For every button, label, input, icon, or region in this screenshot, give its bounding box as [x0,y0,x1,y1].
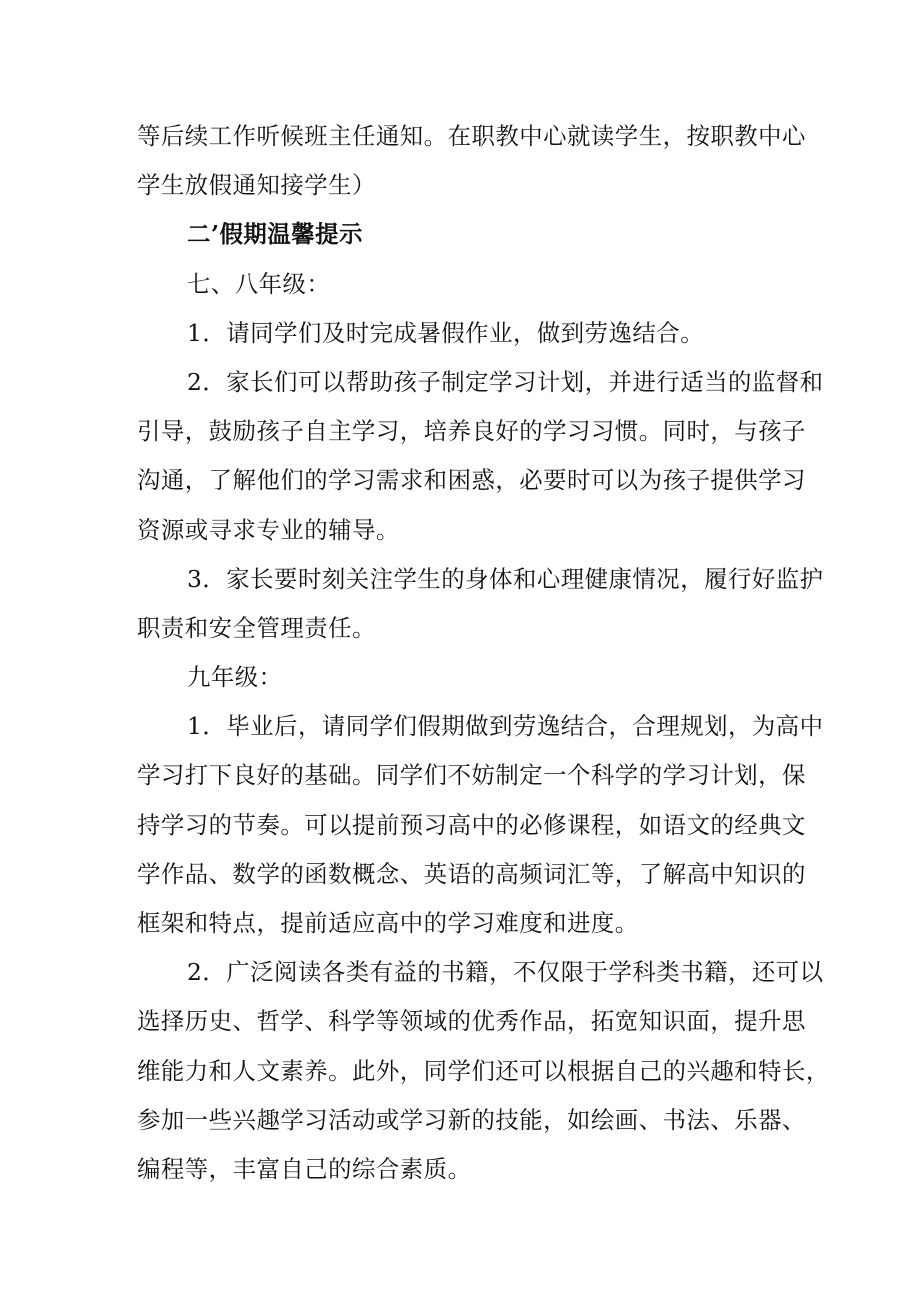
text-line: 选择历史、哲学、科学等领域的优秀作品，拓宽知识面，提升思 [137,1007,806,1036]
text-line: 框架和特点，提前适应高中的学习难度和进度。 [137,909,639,937]
section-heading: 二’假期温馨提示 [187,220,363,249]
text-line: 资源或寻求专业的辅导。 [137,515,400,544]
grade-label-7-8: 七、八年级： [187,269,331,298]
text-line: 沟通，了解他们的学习需求和困惑，必要时可以为孩子提供学习 [137,466,806,495]
list-item: 2．家长们可以帮助孩子制定学习计划，并进行适当的监督和 [187,367,824,396]
text-line: 持学习的节奏。可以提前预习高中的必修课程，如语文的经典文 [137,810,806,839]
list-item: 1．毕业后，请同学们假期做到劳逸结合，合理规划，为高中 [187,712,824,741]
list-item: 3．家长要时刻关注学生的身体和心理健康情况，履行好监护 [187,564,824,593]
text-line: 编程等，丰富自己的综合素质。 [137,1154,472,1183]
text-line: 学生放假通知接学生） [137,171,376,200]
text-line: 维能力和人文素养。此外，同学们还可以根据自己的兴趣和特长， [137,1056,830,1085]
text-line: 学作品、数学的函数概念、英语的高频词汇等，了解高中知识的 [137,859,806,888]
text-line: 职责和安全管理责任。 [137,613,376,642]
list-item: 1．请同学们及时完成暑假作业，做到劳逸结合。 [187,318,705,347]
text-line: 参加一些兴趣学习活动或学习新的技能，如绘画、书法、乐器、 [137,1105,806,1134]
text-line: 等后续工作听候班主任通知。在职教中心就读学生，按职教中心 [137,122,806,150]
document-body [137,112,830,1194]
text-line: 学习打下良好的基础。同学们不妨制定一个科学的学习计划，保 [137,761,806,790]
text-line: 引导，鼓励孩子自主学习，培养良好的学习习惯。同时，与孩子 [137,417,806,446]
list-item: 2．广泛阅读各类有益的书籍，不仅限于学科类书籍，还可以 [187,958,824,987]
grade-label-9: 九年级： [187,663,283,692]
